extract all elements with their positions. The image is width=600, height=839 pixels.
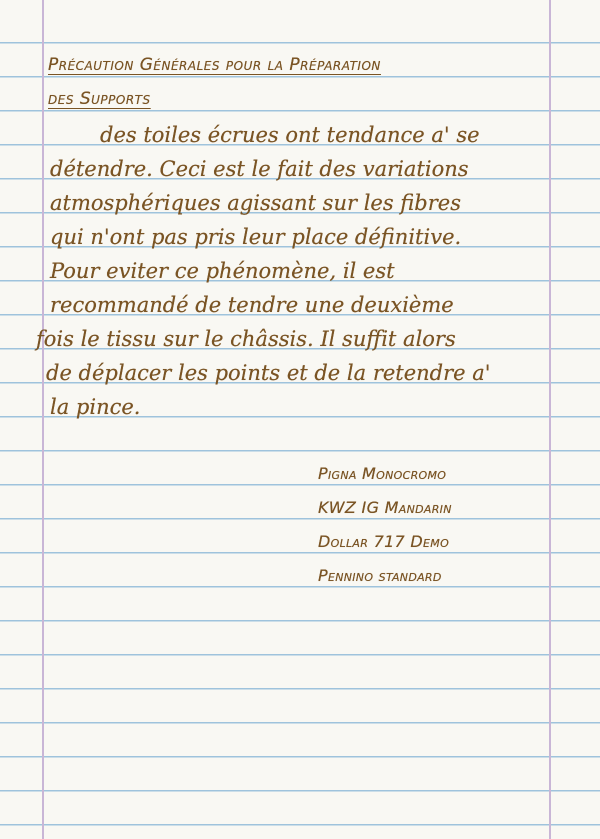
signature-line-3: Dollar 717 Demo (318, 532, 450, 551)
body-line-1: des toiles écrues ont tendance a' se (100, 123, 480, 147)
body-line-7: fois le tissu sur le châssis. Il suffit alors (36, 327, 456, 351)
body-line-2: détendre. Ceci est le fait des variations (50, 157, 469, 181)
signature-line-4: Pennino standard (318, 566, 442, 585)
body-line-4: qui n'ont pas pris leur place définitive. (50, 225, 462, 249)
left-margin-line (42, 0, 44, 839)
signature-line-1: Pigna Monocromo (318, 464, 447, 483)
body-line-9: la pince. (50, 395, 141, 419)
body-line-3: atmosphériques agissant sur les fibres (50, 191, 461, 215)
body-line-5: Pour eviter ce phénomène, il est (50, 259, 395, 283)
signature-line-2: KWZ IG Mandarin (318, 498, 452, 517)
right-margin-line (549, 0, 551, 839)
title-line-1: Précaution Générales pour la Préparation (48, 55, 381, 75)
body-line-8: de déplacer les points et de la retendre a' (46, 361, 491, 385)
body-line-6: recommandé de tendre une deuxième (50, 293, 454, 317)
title-line-2: des Supports (48, 89, 151, 109)
